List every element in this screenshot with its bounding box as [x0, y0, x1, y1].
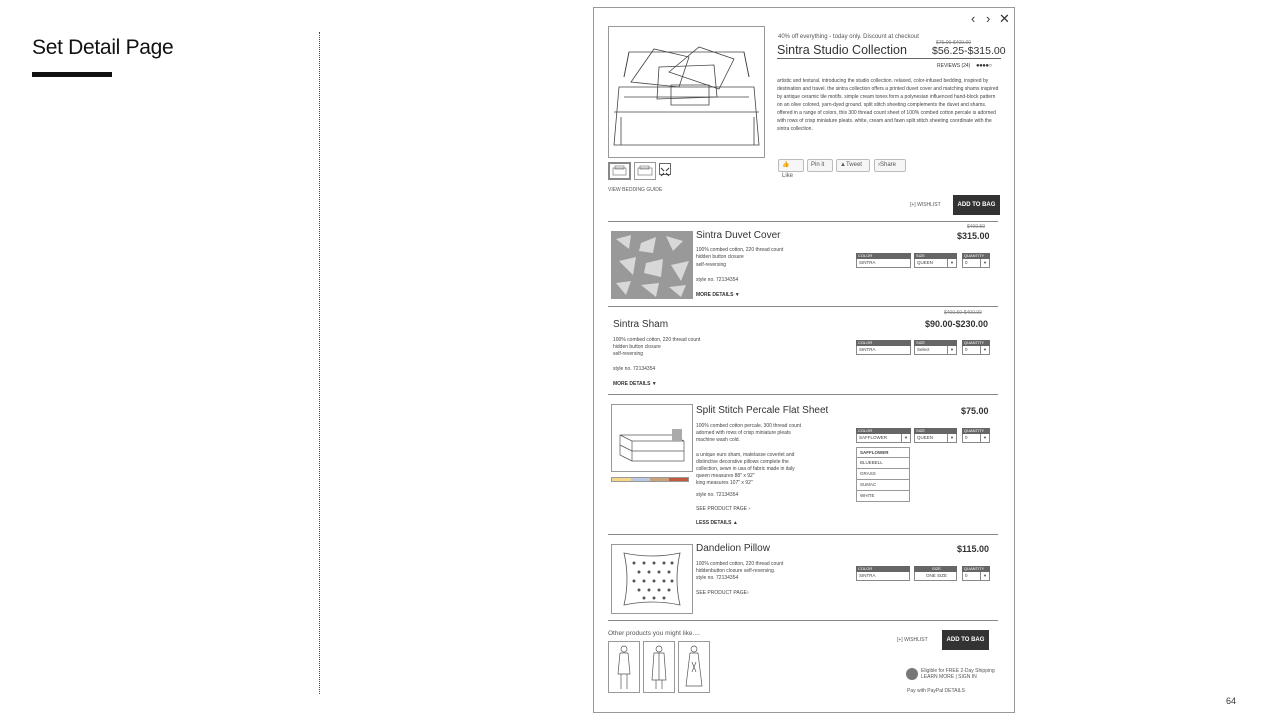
color-option[interactable]: GRASS: [856, 469, 910, 480]
sheet-style: style no. 72134354: [696, 492, 739, 498]
section-divider: [608, 534, 998, 535]
thumbs-up-icon: 👍: [782, 162, 790, 168]
footer-wishlist-link[interactable]: [+] WISHLIST: [897, 637, 928, 643]
slide-title: Set Detail Page: [32, 36, 174, 59]
share-icon: ›: [878, 162, 880, 168]
sheet-desc-6: collection, sewn in usa of fabric made in italy: [696, 466, 795, 472]
thumbnail-1[interactable]: [608, 162, 631, 180]
sheet-desc-8: king measures 107" x 92": [696, 480, 753, 486]
size-label: SIZE: [914, 253, 957, 259]
folded-sheet-illustration: [612, 405, 692, 471]
title-underline: [32, 72, 112, 77]
duvet-desc-3: self-reversing: [696, 262, 727, 268]
sheet-desc-7: queen measures 88" x 92": [696, 473, 755, 479]
sheet-see-product[interactable]: SEE PRODUCT PAGE ›: [696, 506, 750, 512]
reviews-link[interactable]: REVIEWS (24): [937, 63, 971, 69]
duvet-pattern: [611, 231, 693, 299]
pillow-see-product[interactable]: SEE PRODUCT PAGE›: [696, 590, 749, 596]
color-value: SINTRA: [856, 572, 910, 581]
pillow-size-select[interactable]: [914, 566, 957, 581]
duvet-image: [611, 231, 693, 299]
close-icon[interactable]: ✕: [999, 11, 1010, 26]
free-shipping-text: Eligible for FREE 2-Day Shipping: [921, 668, 995, 674]
section-divider: [608, 620, 998, 621]
duvet-desc-2: hidden button closure: [696, 254, 744, 260]
color-label: COLOR: [856, 428, 911, 434]
sheet-desc-2: adorned with rows of crisp miniature pleats: [696, 430, 791, 436]
sham-desc-3: self-reversing: [613, 351, 644, 357]
quantity-value: 0: [965, 573, 968, 578]
swatch-safflower[interactable]: [612, 478, 631, 481]
chevron-down-icon: ▼: [980, 346, 989, 354]
size-value: QUEEN: [917, 435, 934, 440]
size-value: Select: [917, 347, 930, 352]
bed-thumbnail-icon: [635, 163, 655, 179]
bedding-guide-link[interactable]: VIEW BEDDING GUIDE: [608, 187, 663, 193]
collection-price: $56.25-$315.00: [932, 45, 1006, 57]
like-label: Like: [782, 173, 794, 179]
sham-size-select[interactable]: [914, 340, 957, 355]
collection-title: Sintra Studio Collection: [777, 43, 907, 57]
color-swatch-strip[interactable]: [611, 477, 689, 482]
sheet-image: [611, 404, 693, 472]
bed-thumbnail-icon: [610, 164, 629, 178]
sham-was-price: $400.50-$400.00: [944, 310, 982, 316]
tweet-button[interactable]: [836, 159, 870, 172]
recommended-product-2[interactable]: [643, 641, 675, 693]
chevron-down-icon: ▼: [947, 259, 956, 267]
sham-style: style no. 72134354: [613, 366, 656, 372]
divider-line: [319, 32, 320, 694]
tweet-label: Tweet: [845, 162, 862, 168]
swatch-bluebell[interactable]: [631, 478, 650, 481]
duvet-price: $315.00: [957, 231, 990, 241]
size-label: SIZE: [914, 340, 957, 346]
size-value: QUEEN: [917, 260, 934, 265]
main-product-image: [608, 26, 765, 158]
bed-illustration: [609, 27, 764, 157]
color-dropdown-list: [856, 447, 910, 502]
footer-add-to-bag-button[interactable]: ADD TO BAG: [942, 630, 989, 650]
header-was-price: $75.00-$400.00: [936, 40, 972, 46]
quantity-label: QUANTITY: [962, 340, 990, 346]
quantity-label: QUANTITY: [962, 566, 990, 572]
chevron-down-icon: ▼: [947, 434, 956, 442]
dress-illustration: [609, 642, 639, 692]
recommendations-heading: Other products you might like....: [608, 630, 700, 637]
shipping-links[interactable]: LEARN MORE | SIGN IN: [921, 674, 977, 680]
color-option[interactable]: BLUEBELL: [856, 458, 910, 469]
sheet-less-details[interactable]: LESS DETAILS ▲: [696, 520, 738, 526]
color-label: COLOR: [856, 340, 911, 346]
wishlist-link[interactable]: [+] WISHLIST: [910, 202, 941, 208]
pillow-quantity-select[interactable]: [962, 566, 990, 581]
collection-description: artistic and textural. introducing the studio collection. relaxed, color-infused bedding, inspired by destination and travel. the sintra collection offers a printed duvet cover and matching shams inspired by antique ceramic tile motifs. simple cream tones form a polynesian influenced hand-block pattern on an olive colored, yarn-dyed ground. split stitch sheeting complements the duvet and shams. offered in a range of colors, this 300 thread count sheet of 100% combed cotton percale is adorned with rows of crisp miniature pleats. white, cream and fawn split stitch sheeting coordinate with the sintra collection.: [777, 78, 999, 132]
pin-button[interactable]: Pin it: [807, 159, 833, 172]
sheet-name: Split Stitch Percale Flat Sheet: [696, 405, 829, 416]
duvet-quantity-select[interactable]: [962, 253, 990, 268]
sham-desc-1: 100% combed cotton, 220 thread count: [613, 337, 701, 343]
swatch-sumac[interactable]: [669, 478, 688, 481]
color-label: COLOR: [856, 566, 910, 572]
color-label: COLOR: [856, 253, 911, 259]
pillow-desc-1: 100% combed cotton, 220 thread count: [696, 561, 784, 567]
duvet-was-price: $400.50: [967, 224, 986, 230]
pillow-name: Dandelion Pillow: [696, 543, 770, 554]
header-rule: [777, 58, 1001, 59]
duvet-size-select[interactable]: [914, 253, 957, 268]
rating-stars: ●●●●○: [976, 63, 992, 69]
color-option[interactable]: SAFFLOWER: [856, 447, 910, 458]
quantity-value: 0: [965, 347, 968, 352]
recommended-product-3[interactable]: [678, 641, 710, 693]
sham-name: Sintra Sham: [613, 319, 669, 330]
duvet-style: style no. 72134354: [696, 277, 739, 283]
quantity-value: 0: [965, 435, 968, 440]
sheet-color-select[interactable]: [856, 428, 911, 443]
color-value: SAFFLOWER: [859, 435, 888, 440]
pillow-price: $115.00: [957, 544, 990, 554]
add-to-bag-button[interactable]: ADD TO BAG: [953, 195, 1000, 215]
duvet-color-select[interactable]: [856, 253, 911, 268]
chevron-down-icon: ▼: [980, 572, 989, 580]
next-arrow-icon[interactable]: ›: [986, 11, 991, 26]
color-option[interactable]: WHITE: [856, 491, 910, 502]
sheet-desc-4: a unique euro sham, matelasse coverlet and: [696, 452, 795, 458]
swatch-grass[interactable]: [650, 478, 669, 481]
sheet-desc-1: 100% combed cotton percale, 300 thread count: [696, 423, 802, 429]
quantity-label: QUANTITY: [962, 428, 990, 434]
quantity-value: 0: [965, 260, 968, 265]
sheet-desc-3: machine wash cold.: [696, 437, 740, 443]
sheet-quantity-select[interactable]: [962, 428, 990, 443]
section-divider: [608, 306, 998, 307]
section-divider: [608, 221, 998, 222]
chevron-down-icon: ▼: [947, 346, 956, 354]
page-number: 64: [1226, 696, 1237, 706]
sheet-price: $75.00: [961, 406, 989, 416]
promo-text: 40% off everything - today only. Discount at checkout: [778, 34, 919, 40]
size-label: SIZE: [914, 428, 957, 434]
pillow-style: style no. 72134354: [696, 575, 739, 581]
expand-arrows-icon: [660, 167, 670, 177]
pillow-color-select[interactable]: [856, 566, 910, 581]
duvet-name: Sintra Duvet Cover: [696, 230, 781, 241]
color-value: SINTRA: [856, 259, 911, 268]
shipping-icon: [906, 668, 918, 680]
robe-illustration: [644, 642, 674, 692]
sham-price: $90.00-$230.00: [925, 319, 989, 329]
size-value: ONE SIZE: [914, 572, 957, 581]
color-option[interactable]: SUMAC: [856, 480, 910, 491]
gown-illustration: [679, 642, 709, 692]
sheet-desc-5: distinctive decorative pillows complete the: [696, 459, 789, 465]
quantity-label: QUANTITY: [962, 253, 990, 259]
duvet-more-details[interactable]: MORE DETAILS ▼: [696, 292, 740, 298]
sham-desc-2: hidden button closure: [613, 344, 661, 350]
expand-icon[interactable]: [659, 163, 671, 175]
pillow-illustration: [612, 545, 692, 613]
duvet-desc-1: 100% combed cotton, 220 thread count: [696, 247, 784, 253]
pillow-desc-2: hiddenbutton closure self-reversing.: [696, 568, 776, 574]
bird-icon: ▲: [840, 162, 846, 168]
sham-quantity-select[interactable]: [962, 340, 990, 355]
share-button[interactable]: [874, 159, 906, 172]
chevron-down-icon: ▼: [980, 434, 989, 442]
sham-color-select[interactable]: [856, 340, 911, 355]
like-button[interactable]: [778, 159, 804, 179]
section-divider: [608, 394, 998, 395]
chevron-down-icon: ▼: [901, 434, 910, 442]
recommended-product-1[interactable]: [608, 641, 640, 693]
color-value: SINTRA: [856, 346, 911, 355]
sham-more-details[interactable]: MORE DETAILS ▼: [613, 381, 657, 387]
share-label: Share: [880, 162, 897, 168]
chevron-down-icon: ▼: [980, 259, 989, 267]
thumbnail-2[interactable]: [634, 162, 656, 180]
sheet-size-select[interactable]: [914, 428, 957, 443]
paypal-link[interactable]: Pay with PayPal DETAILS: [907, 688, 965, 694]
prev-arrow-icon[interactable]: ‹: [971, 11, 976, 26]
pillow-image: [611, 544, 693, 614]
size-label: SIZE: [914, 566, 957, 572]
